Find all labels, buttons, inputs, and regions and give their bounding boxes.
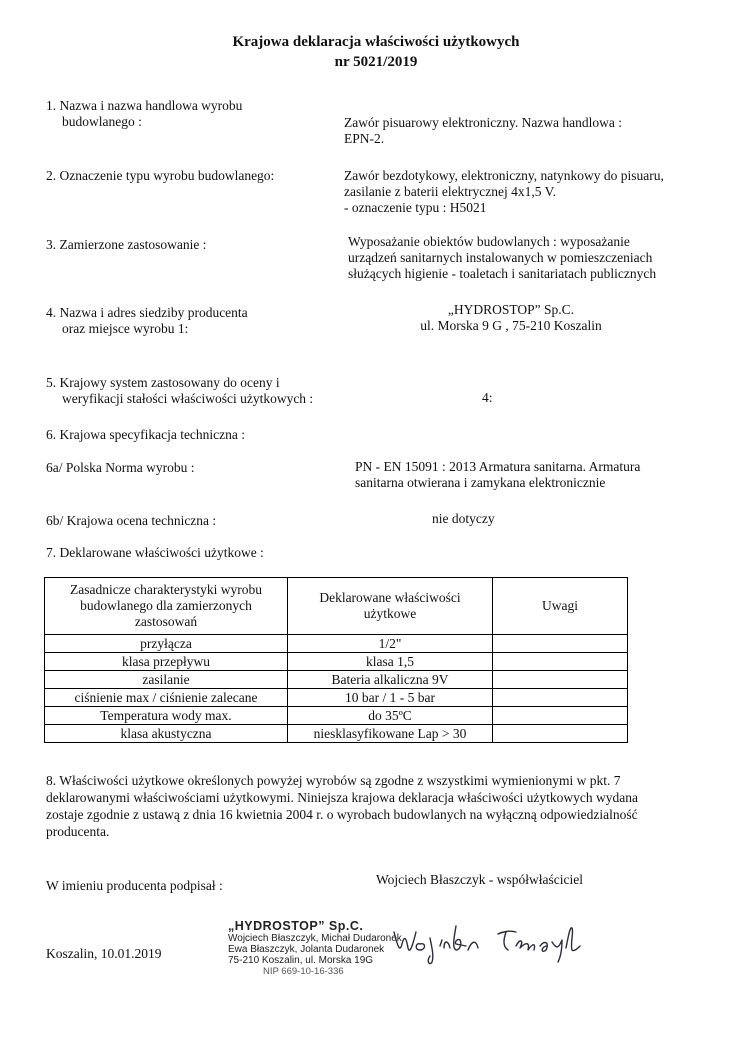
table-cell bbox=[493, 707, 628, 725]
table-header-characteristics: Zasadnicze charakterystyki wyrobu budowlanego dla zamierzonych zastosowań bbox=[45, 578, 288, 635]
item-6-label: 6. Krajowa specyfikacja techniczna : bbox=[46, 427, 246, 442]
item-3-value: Wyposażanie obiektów budowlanych : wyposażanie urządzeń sanitarnych instalowanych w pomieszczeniach służących higienie - toaletach i sanitariatach publicznych bbox=[348, 234, 657, 281]
table-cell: klasa akustyczna bbox=[45, 725, 288, 743]
table-cell bbox=[493, 671, 628, 689]
item-6a-value: PN - EN 15091 : 2013 Armatura sanitarna. Armatura sanitarna otwierana i zamykana elektronicznie bbox=[355, 459, 641, 490]
table-cell bbox=[493, 725, 628, 743]
item-5-label: 5. Krajowy system zastosowany do oceny i weryfikacji stałości właściwości użytkowych : bbox=[46, 375, 314, 406]
table-cell bbox=[493, 653, 628, 671]
table-cell: ciśnienie max / ciśnienie zalecane bbox=[45, 689, 288, 707]
document-title: Krajowa deklaracja właściwości użytkowych bbox=[232, 34, 520, 50]
table-cell: zasilanie bbox=[45, 671, 288, 689]
item-1-value: Zawór pisuarowy elektroniczny. Nazwa handlowa : EPN-2. bbox=[344, 115, 623, 146]
table-cell bbox=[493, 635, 628, 653]
table-row bbox=[45, 635, 628, 653]
table-row bbox=[45, 653, 628, 671]
conformity-statement: 8. Właściwości użytkowe określonych powyżej wyrobów są zgodne z wszystkimi wymienionymi w pkt. 7 deklarowanymi właściwościami użytkowymi. Niniejsza krajowa deklaracja właściwości użytkowych wydana zostaje zgodnie z ustawą z dnia 16 kwietnia 2004 r. o wyrobach budowlanych na wyłączną odpowiedzialność producenta. bbox=[46, 773, 638, 839]
table-header-remarks: Uwagi bbox=[493, 578, 628, 635]
table-cell: Temperatura wody max. bbox=[45, 707, 288, 725]
properties-table bbox=[44, 577, 628, 743]
signed-by-label: W imieniu producenta podpisał : bbox=[46, 878, 223, 893]
table-cell: Bateria alkaliczna 9V bbox=[288, 671, 493, 689]
company-stamp: „HYDROSTOP” Sp.C. Wojciech Błaszczyk, Michał Dudaronek Ewa Błaszczyk, Jolanta Dudaronek 75-210 Koszalin, ul. Morska 19G NIP 669-10-16-336 bbox=[228, 919, 402, 977]
table-row bbox=[45, 689, 628, 707]
item-4-value: „HYDROSTOP” Sp.C. ul. Morska 9 G , 75-210 Koszalin bbox=[420, 302, 602, 333]
item-6a-label: 6a/ Polska Norma wyrobu : bbox=[46, 460, 195, 475]
table-header-declared: Deklarowane właściwości użytkowe bbox=[288, 578, 493, 635]
table-row bbox=[45, 671, 628, 689]
item-7-label: 7. Deklarowane właściwości użytkowe : bbox=[46, 545, 264, 560]
table-cell bbox=[493, 689, 628, 707]
table-cell: do 35ºC bbox=[288, 707, 493, 725]
item-3-label: 3. Zamierzone zastosowanie : bbox=[46, 237, 207, 252]
signatory-name: Wojciech Błaszczyk - współwłaściciel bbox=[376, 872, 583, 887]
handwritten-signature bbox=[390, 918, 610, 968]
item-6b-value: nie dotyczy bbox=[432, 511, 495, 526]
table-cell: 1/2" bbox=[288, 635, 493, 653]
item-2-label: 2. Oznaczenie typu wyrobu budowlanego: bbox=[46, 168, 275, 183]
item-4-label: 4. Nazwa i adres siedziby producenta oraz miejsce wyrobu 1: bbox=[46, 305, 248, 336]
item-6b-label: 6b/ Krajowa ocena techniczna : bbox=[46, 513, 217, 528]
table-cell: przyłącza bbox=[45, 635, 288, 653]
item-5-value: 4: bbox=[482, 390, 493, 405]
table-cell: 10 bar / 1 - 5 bar bbox=[288, 689, 493, 707]
item-2-value: Zawór bezdotykowy, elektroniczny, natynkowy do pisuaru, zasilanie z baterii elektrycznej 4x1,5 V. - oznaczenie typu : H5021 bbox=[344, 168, 664, 215]
place-and-date: Koszalin, 10.01.2019 bbox=[46, 946, 162, 961]
table-cell: niesklasyfikowane Lap > 30 bbox=[288, 725, 493, 743]
table-header-row bbox=[45, 578, 628, 635]
table-row bbox=[45, 725, 628, 743]
item-1-label: 1. Nazwa i nazwa handlowa wyrobu budowlanego : bbox=[46, 98, 243, 129]
table-row bbox=[45, 707, 628, 725]
document-number: nr 5021/2019 bbox=[334, 54, 418, 70]
table-cell: klasa 1,5 bbox=[288, 653, 493, 671]
table-cell: klasa przepływu bbox=[45, 653, 288, 671]
